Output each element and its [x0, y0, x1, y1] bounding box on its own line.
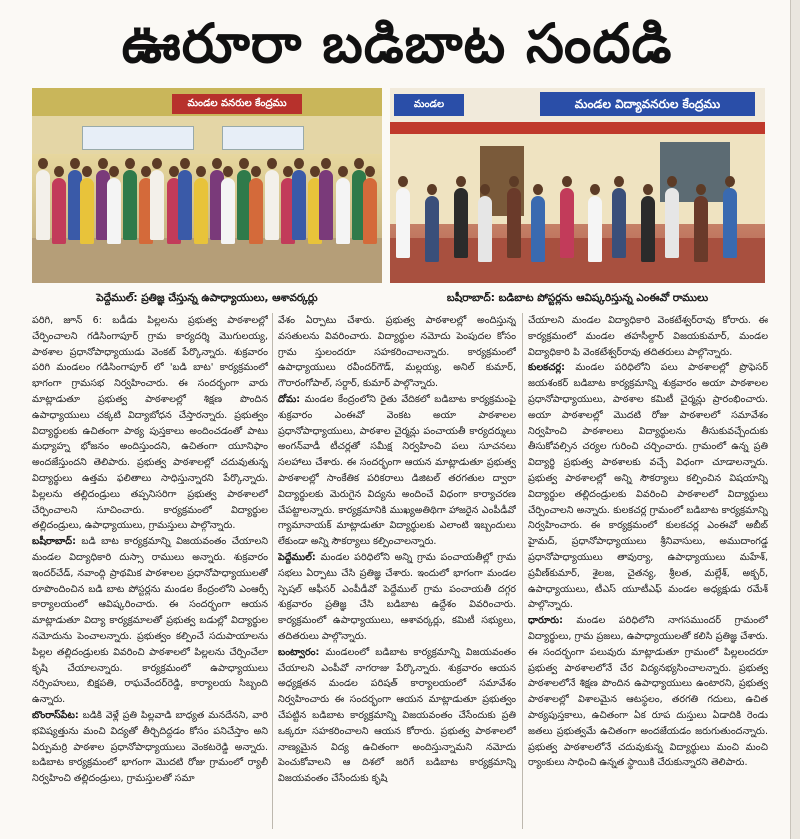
person-figure: [396, 188, 410, 258]
small-sign: మండల: [394, 94, 464, 116]
person-head: [354, 158, 364, 169]
person-figure: [560, 188, 574, 258]
paragraph: పెద్దేముల్: మండల పరిధిలోని అన్ని గ్రామ పంచాయతీల్లో గ్రామ సభలు ఏర్పాటు చేసి ప్రతిజ్ఞ చేశారు. ఇందులో భాగంగా మండల స్పెషల్ ఆఫీసర్ ఎంపీడీవో పెద్దేముల్ గ్రామ పంచాయతీ దగ్గర శుక్రవారం ప్రతిజ్ఞ చేసి బడిబాట ఉద్దేశం వివరించారు. కార్యక్రమంలో ఉపాధ్యాయులు, ఆశావర్కర్లు, కమిటీ సభ్యులు, తదితరులు పాల్గొన్నారు.: [278, 551, 516, 642]
person-head: [169, 166, 179, 177]
person-head: [365, 166, 375, 177]
person-figure: [150, 170, 164, 240]
paragraph: ధారూరు: మండల పరిధిలోని నాగసముందర్ గ్రామంలో విద్యార్థులు, గ్రామ ప్రజలు, ఉపాధ్యాయులతో కలిసి ప్రతిజ్ఞ చేశారు. ఈ సందర్భంగా పలువురు మాట్లాడుతూ గ్రామంలో పిల్లలందరూ ప్రభుత్వ పాఠశాలలోనే చేర విద్యనభ్యసించాలన్నారు. ప్రభుత్వ పాఠశాలలోనే శిక్షణ పొందిన ఉపాధ్యాయులు ఉంటారని, ప్రభుత్వ పాఠశాలల్లో విశాలమైన ఆటస్థలం, తరగతి గదులు, ఉచిత పాఠ్యపుస్తకాలు, ఉచితంగా ఏక రూప దుస్తులు ఏడాదికి రెండు జతలు ప్రభుత్వమే ఉచితంగా అందజేయడం జరుగుతుందన్నారు. ప్రభుత్వ పాఠశాలలోనే చదువుకున్న విద్యార్థులు మంచి మంచి ర్యాంకులు సాధించి ఉన్నత స్థాయికి చేరుకున్నారని తెలిపారు.: [528, 615, 768, 769]
person-head: [509, 176, 519, 187]
headline: ఊరూరా బడిబాట సందడి: [121, 12, 673, 75]
person-head: [180, 158, 190, 169]
person-figure: [531, 196, 545, 262]
person-figure: [221, 178, 235, 244]
person-head: [125, 158, 135, 169]
paragraph: బషీరాబాద్: బడి బాట కార్యక్రమాన్ని విజయవంతం చేయాలని మండల విద్యాధికారి దుస్సా రాములు అన్నారు. శుక్రవారం ఇందర్‌చేడ్, నవాంద్గి ప్రాథమిక పాఠశాలల ప్రధానోపాధ్యాయులతో రూపొందించిన బడి బాట పోస్టర్లను మండల కేంద్రంలోని ఎంఆర్సీ కార్యాలయంలో ఆవిష్కరించారు. ఈ సందర్భంగా ఆయన మాట్లాడుతూ విద్యా కార్యక్రమాలతో ప్రభుత్వ బడుల్లో విద్యార్థుల నమోదును పెంచాలన్నారు. ప్రభుత్వం కల్పించే సదుపాయాలను పిల్లల తల్లిదండ్రులకు వివరించి పాఠశాలలో పిల్లలను చేర్పించేలా కృషి చేయాలన్నారు. కార్యక్రమంలో ఉపాధ్యాయులు నర్సింహులు, బిక్షపతి, రాఘవేందర్‌రెడ్డి, కార్యాలయ సిబ్బంది ఉన్నారు.: [32, 536, 268, 706]
person-head: [321, 158, 331, 169]
article-column-2: [278, 313, 516, 829]
person-head: [38, 158, 48, 169]
person-head: [251, 166, 261, 177]
person-head: [267, 158, 277, 169]
person-head: [562, 176, 572, 187]
photo-pledge-teachers: [32, 88, 382, 283]
column-divider: [522, 313, 523, 829]
person-figure: [336, 178, 350, 244]
person-figure: [665, 188, 679, 258]
banner: [222, 126, 304, 150]
person-head: [212, 158, 222, 169]
paragraph: బంట్వారం: మండలంలో బడిబాట కార్యక్రమాన్ని విజయవంతం చేయాలని ఎంపీవో నాగరాజు పేర్కొన్నారు. శుక్రవారం ఆయన అధ్యక్షతన మండల పరిషత్ కార్యాలయంలో సమావేశం నిర్వహించారు ఈ సందర్భంగా ఆయన మాట్లాడుతూ ప్రభుత్వం చేపట్టిన బడిబాట కార్యక్రమాన్ని విజయవంతం చేసేందుకు ప్రతి ఒక్కరూ సహకరించాలని ఆయన కోరారు. ప్రభుత్వ పాఠశాలలో నాణ్యమైన విద్య ఉచితంగా అందిస్తున్నామని నమోదు పెంచుకోవాలని ఆ దిశలో జరిగే బడిబాట కార్యక్రమాన్ని విజయవంతం చేసేందుకు కృషి: [278, 646, 516, 785]
person-head: [398, 176, 408, 187]
paragraph: చేయాలని మండల విద్యాధికారి వెంకటేశ్వర్‌రావు కోరారు. ఈ కార్యక్రమంలో మండల తహసీల్దార్ విజయకుమార్, మండల విద్యాధికారి పి వెంకటేశ్వర్‌రావు తదితరులు పాల్గొన్నారు.: [528, 315, 768, 358]
person-head: [109, 166, 119, 177]
person-figure: [641, 196, 655, 262]
steps: [390, 238, 765, 283]
paragraph: పరిగి, జూన్ 6: బడీడు పిల్లలను ప్రభుత్వ పాఠశాలల్లో చేర్పించాలని గడిసింగాపూర్ గ్రామ కార్యదర్శి మొగులయ్య, పాఠశాల ప్రధానోపాధ్యాయుడు వెంకట్ పేర్కొన్నారు. శుక్రవారం పరిగి మండలం గడిసింగాపూర్ లో 'బడి బాట' కార్యక్రమంలో భాగంగా గ్రామసభ నిర్వహించారు. ఈ సందర్భంగా వారు మాట్లాడుతూ ప్రభుత్వ పాఠశాలల్లో శిక్షణ పొందిన ఉపాధ్యాయులు చక్కటి విద్యాబోధన చేస్తారన్నారు. ప్రభుత్వం విద్యార్థులకు ఉచితంగా పాఠ్య పుస్తకాలు అందించడంతో పాటు మధ్యాహ్న భోజనం అందిస్తుందని, ఉచితంగా యూనిఫాం అందజేస్తుందని తెలిపారు. ప్రభుత్వ పాఠశాలల్లో చదువుతున్న విద్యార్థులు ఉత్తమ ఫలితాలు సాధిస్తున్నారని పేర్కొన్నారు. పిల్లలను తల్లిదండ్రులు తప్పనిసరిగా ప్రభుత్వ పాఠశాలలో చేర్పించాలని సూచించారు. కార్యక్రమంలో విద్యార్థుల తల్లిదండ్రులు, ఉపాధ్యాయులు, గ్రామస్తులు పాల్గొన్నారు.: [32, 315, 268, 532]
article-column-3: [528, 313, 768, 829]
person-head: [533, 184, 543, 195]
person-head: [82, 166, 92, 177]
person-figure: [319, 170, 333, 240]
adjacent-page-edge: [790, 0, 800, 839]
person-head: [427, 184, 437, 195]
person-figure: [107, 178, 121, 244]
person-head: [456, 176, 466, 187]
person-figure: [507, 188, 521, 258]
person-head: [152, 158, 162, 169]
caption-left: పెద్దేముల్: ప్రతిజ్ఞ చేస్తున్న ఉపాధ్యాయులు, ఆశావర్కర్లు: [96, 292, 318, 304]
building-sign: మండల విద్యావనరుల కేంద్రము: [540, 92, 755, 116]
person-figure: [194, 178, 208, 244]
paragraph: బొంరాస్‌పేట: బడికి వెళ్లే ప్రతి పిల్లవాడి బాధ్యత మనదేనని, వారి భవిష్యత్తును మంచి విద్యతో తీర్చిదిద్దడం కోసం పనిచేస్తాం అని ఏర్పుమర్రి పాఠశాల ప్రధానోపాధ్యాయులు వెంకటరెడ్డి అన్నారు. బడిబాట కార్యక్రమంలో భాగంగా మొదటి రోజు గ్రామంలో ర్యాలీ నిర్వహించి తల్లిదండ్రులు, గ్రామస్తులతో సమా: [32, 709, 268, 785]
article-column-1: [32, 313, 268, 829]
person-head: [294, 158, 304, 169]
person-head: [54, 166, 64, 177]
person-figure: [363, 178, 377, 244]
person-head: [196, 166, 206, 177]
red-band: [390, 122, 765, 134]
person-figure: [454, 188, 468, 258]
building-sign: మండల వనరుల కేంద్రము: [172, 94, 302, 114]
person-figure: [36, 170, 50, 240]
person-head: [70, 158, 80, 169]
person-figure: [292, 170, 306, 240]
ground: [32, 238, 382, 283]
person-figure: [694, 196, 708, 262]
paragraph: దోమ: మండల కేంద్రంలోని రైతు వేదికలో బడిబాట కార్యక్రమంపై శుక్రవారం ఎంఈవో వెంకట అయా పాఠశాలల ప్రధానోపాధ్యాయులు, పాఠశాల చైర్మన్లు పంచాయతీ కార్యదర్శులు అంగన్‌వాడీ టీచర్లతో సమీక్ష నిర్వహించి పలు సూచనలు సలహాలు చేశారు. ఈ సందర్భంగా ఆయన మాట్లాడుతూ ప్రభుత్వ పాఠశాలల్లో సాంకేతిక పరికరాలు డిజిటల్ తరగతుల ద్వారా విద్యార్థులకు మెరుగైన విద్యను అందించే విధంగా కార్యాచరణ చేపట్టాలన్నారు. కార్యక్రమానికి ముఖ్యఅతిథిగా హాజరైన ఎంపీడీవో గ్యామానాయక్ మాట్లాడుతూ విద్యార్థులకు ఎలాంటి ఇబ్బందులు లేకుండా అన్ని సౌకర్యాలు కల్పించాలన్నారు.: [278, 393, 516, 548]
person-figure: [249, 178, 263, 244]
photo-poster-launch: [390, 88, 765, 283]
person-figure: [723, 188, 737, 258]
person-figure: [478, 196, 492, 262]
person-figure: [612, 188, 626, 258]
person-figure: [425, 196, 439, 262]
person-head: [223, 166, 233, 177]
person-figure: [265, 170, 279, 240]
person-figure: [52, 178, 66, 244]
banner: [82, 126, 194, 150]
paragraph: వేశం ఏర్పాటు చేశారు. ప్రభుత్వ పాఠశాలల్లో అందిస్తున్న వసతులను వివరించారు. విద్యార్థుల నమోదు పెంపుదల కోసం గ్రామ స్తులందరూ సహకరించాలన్నారు. కార్యక్రమంలో ఉపాధ్యాయులు రవీందర్‌గౌడ్, మల్లయ్య, అనిల్ కుమార్, గౌరారం‌గోపాల్, సర్దార్, కుమార్ పాల్గొన్నారు.: [278, 315, 516, 390]
person-figure: [80, 178, 94, 244]
paragraph: కులకచర్ల: మండల పరిధిలోని పలు పాఠశాలల్లో ప్రొఫెసర్ జయశంకర్ బడిబాట కార్యక్రమాన్ని శుక్రవారం అయా పాఠశాలల ప్రధానోపాధ్యాయులు, పాఠశాల కమిటీ చైర్మన్లు ప్రారంభించారు. అయా పాఠశాలల్లో మొదటి రోజు పాఠశాలలో సమావేశం నిర్వహించి పాఠశాలలు విద్యార్థులను తీసుకువచ్చేందుకు తీసుకోవల్సిన చర్యల గురించి చర్చించారు. గ్రామంలో ఉన్న ప్రతి విద్యార్థి ప్రభుత్వ పాఠశాలకు వచ్చే విధంగా చూడాలన్నారు. ప్రభుత్వ పాఠశాలల్లో అన్ని సౌకర్యాలు కల్పించిన విషయాన్ని విద్యార్థుల తల్లిదండ్రులకు వివరించి పాఠశాలలో విద్యార్థులు చేర్పించాలని అన్నారు. కులకచర్ల గ్రామంలో బడిబాట కార్యక్రమాన్ని నిర్వహించారు. ఈ కార్యక్రమంలో కులకచర్ల ఎంఈవో అబీబ్ హైమద్, ప్రధానోపాధ్యాయులు శ్రీనివాసులు, అముదాంగడ్డ ప్రధానోపాధ్యాయులు తావుర్యా, ఉపాధ్యాయులు మహేశ్, ప్రవీణ్‌కుమార్, శైలజ, చైతన్య, శ్రీలత, మల్లేశ్, అక్బర్, ఉపాధ్యాయులు, టీఎస్ యూటీఎఫ్ మండల అధ్యక్షుడు రమేశ్ పాల్గొన్నారు.: [528, 362, 768, 611]
person-head: [725, 176, 735, 187]
person-figure: [588, 196, 602, 262]
caption-right: బషీరాబాద్: బడిబాట పోస్టర్లను ఆవిష్కరిస్తున్న ఎంఈవో రాములు: [446, 292, 709, 304]
person-head: [480, 184, 490, 195]
person-head: [338, 166, 348, 177]
person-head: [98, 158, 108, 169]
person-head: [239, 158, 249, 169]
person-figure: [178, 170, 192, 240]
column-divider: [272, 313, 273, 829]
person-figure: [123, 170, 137, 240]
